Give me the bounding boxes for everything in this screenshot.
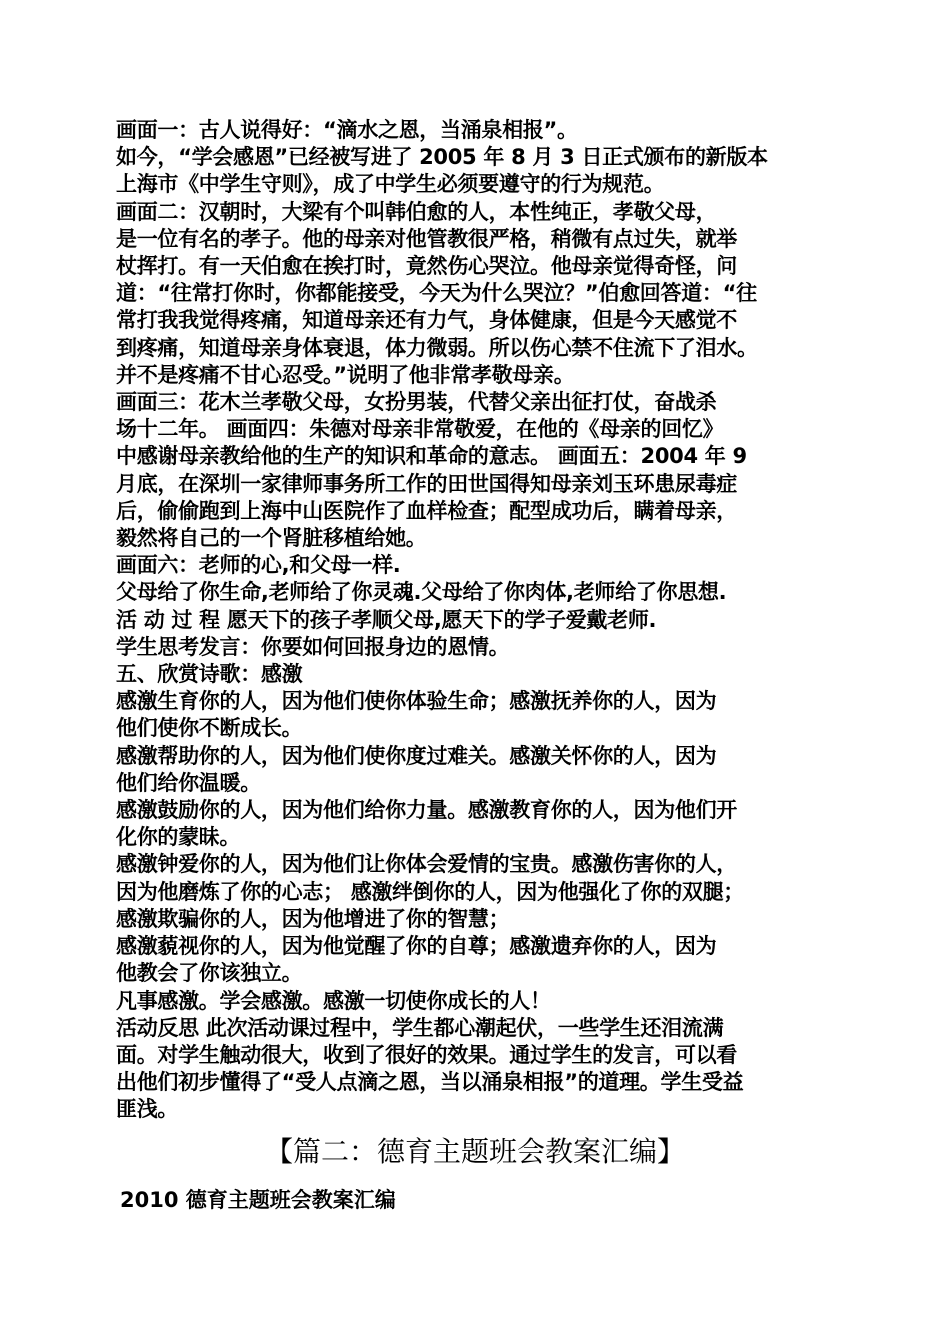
text-line: 凡事感激。学会感激。感激一切使你成长的人！ (116, 988, 551, 1013)
text-line: 学生思考发言：你要如何回报身边的恩情。 (116, 634, 510, 659)
text-line: 月底，在深圳一家律师事务所工作的田世国得知母亲刘玉环患尿毒症 (116, 471, 737, 496)
text-line: 活 动 过 程 愿天下的孩子孝顺父母,愿天下的学子爱戴老师. (116, 607, 657, 632)
text-line: 毅然将自己的一个肾脏移植给她。 (116, 526, 427, 551)
text-line: 后，偷偷跑到上海中山医院作了血样检查；配型成功后，瞒着母亲， (116, 498, 737, 523)
text-line: 出他们初步懂得了“受人点滴之恩，当以涌泉相报”的道理。学生受益 (116, 1070, 744, 1095)
text-line: 因为他磨炼了你的心志； 感激绊倒你的人，因为他强化了你的双腿； (116, 879, 745, 904)
text-line: 并不是疼痛不甘心忍受。”说明了他非常孝敬母亲。 (116, 362, 575, 387)
text-line: 是一位有名的孝子。他的母亲对他管教很严格，稍微有点过失，就举 (116, 226, 737, 251)
text-line: 感激欺骗你的人，因为他增进了你的智慧； (116, 906, 510, 931)
text-line: 画面二：汉朝时，大梁有个叫韩伯愈的人，本性纯正，孝敬父母， (116, 199, 717, 224)
text-line: 他们使你不断成长。 (116, 716, 303, 741)
text-line: 到疼痛，知道母亲身体衰退，体力微弱。所以伤心禁不住流下了泪水。 (116, 335, 758, 360)
text-line: 面。对学生触动很大，收到了很好的效果。通过学生的发言，可以看 (116, 1042, 737, 1067)
text-line: 画面三：花木兰孝敬父母，女扮男装，代替父亲出征打仗，奋战杀 (116, 390, 717, 415)
text-line: 感激鼓励你的人，因为他们给你力量。感激教育你的人，因为他们开 (116, 798, 737, 823)
text-line: 常打我我觉得疼痛，知道母亲还有力气，身体健康，但是今天感觉不 (116, 308, 737, 333)
text-line: 活动反思 此次活动课过程中，学生都心潮起伏，一些学生还泪流满 (116, 1015, 724, 1040)
text-line: 感激生育你的人，因为他们使你体验生命；感激抚养你的人，因为 (116, 689, 717, 714)
text-line: 父母给了你生命,老师给了你灵魂.父母给了你肉体,老师给了你思想. (116, 580, 727, 605)
section-heading: 【篇二：德育主题班会教案汇编】 (264, 1135, 685, 1168)
text-line: 中感谢母亲教给他的生产的知识和革命的意志。 画面五：2004 年 9 (116, 444, 747, 469)
text-line: 感激钟爱你的人，因为他们让你体会爱情的宝贵。感激伤害你的人， (116, 852, 737, 877)
text-line: 场十二年。 画面四：朱德对母亲非常敬爱，在他的《母亲的回忆》 (116, 417, 724, 442)
text-line: 上海市《中学生守则》，成了中学生必须要遵守的行为规范。 (116, 172, 665, 197)
text-line: 感激藐视你的人，因为他觉醒了你的自尊；感激遗弃你的人，因为 (116, 934, 717, 959)
text-line: 五、欣赏诗歌：感激 (116, 662, 303, 687)
text-line: 化你的蒙昧。 (116, 825, 241, 850)
text-line: 感激帮助你的人，因为他们使你度过难关。感激关怀你的人，因为 (116, 743, 717, 768)
section-subheading: 2010 德育主题班会教案汇编 (120, 1188, 396, 1212)
text-line: 他教会了你该独立。 (116, 961, 303, 986)
body-text (116, 117, 836, 1124)
text-line: 他们给你温暖。 (116, 770, 261, 795)
text-line: 画面一：古人说得好：“滴水之恩，当涌泉相报”。 (116, 118, 578, 142)
text-line: 画面六：老师的心,和父母一样. (116, 553, 401, 578)
text-line: 杖挥打。有一天伯愈在挨打时，竟然伤心哭泣。他母亲觉得奇怪，问 (116, 254, 737, 279)
text-line: 道：“往常打你时，你都能接受，今天为什么哭泣？”伯愈回答道：“往 (116, 281, 757, 306)
text-line: 匪浅。 (116, 1097, 179, 1122)
text-line: 如今，“学会感恩”已经被写进了 2005 年 8 月 3 日正式颁布的新版本 (116, 145, 768, 170)
